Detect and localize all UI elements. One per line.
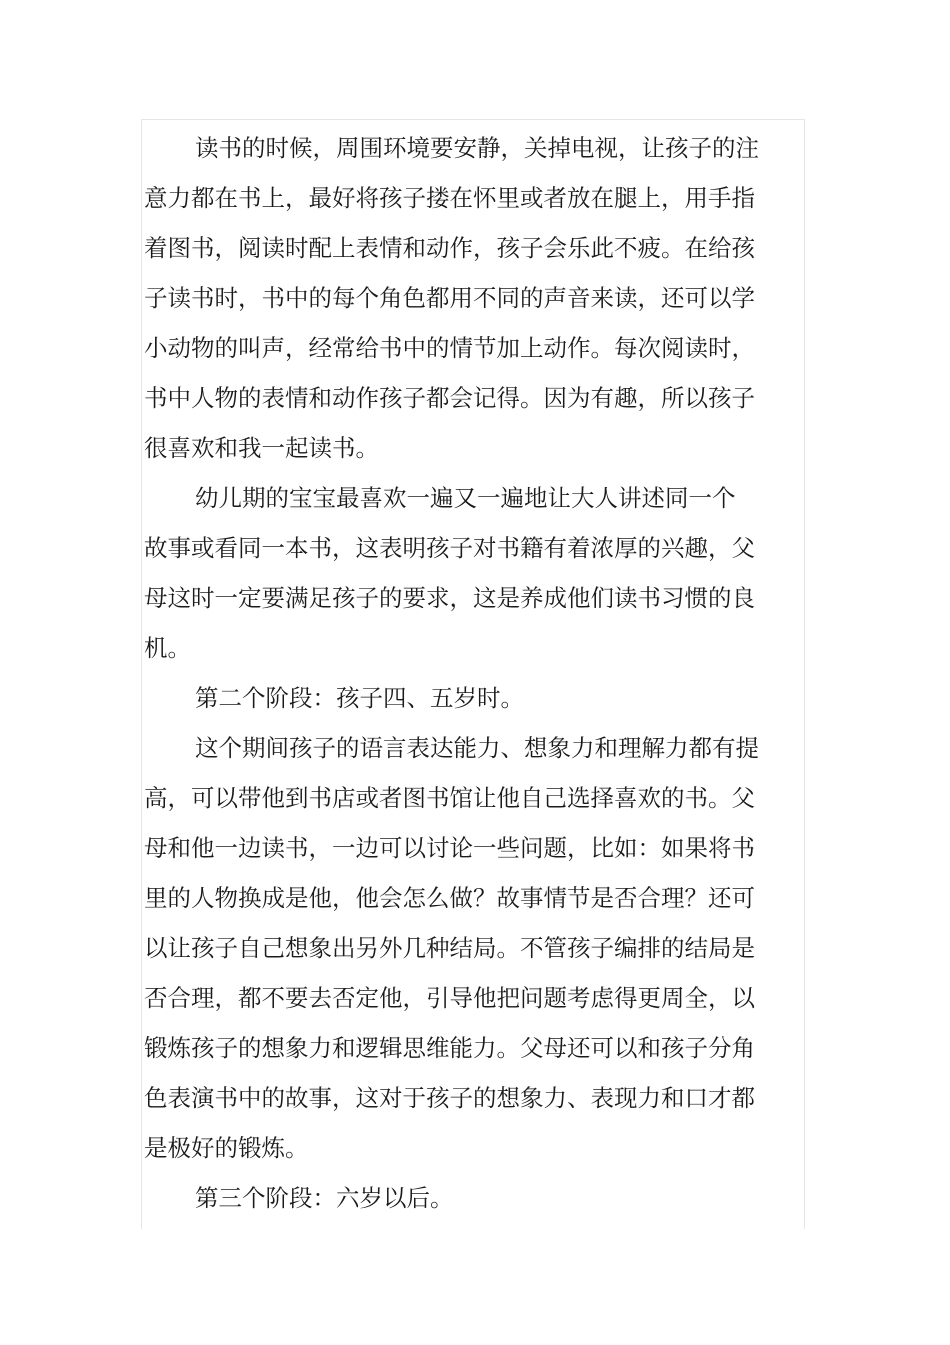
- text-line: 机。: [144, 634, 191, 662]
- text-line: 子读书时，书中的每个角色都用不同的声音来读，还可以学: [144, 284, 755, 312]
- document-body: [144, 123, 759, 1223]
- text-line: 是极好的锻炼。: [144, 1134, 309, 1162]
- text-line: 母和他一边读书，一边可以讨论一些问题，比如：如果将书: [144, 834, 755, 862]
- text-line: 读书的时候，周围环境要安静，关掉电视，让孩子的注: [195, 134, 759, 162]
- text-line: 意力都在书上，最好将孩子搂在怀里或者放在腿上，用手指: [144, 184, 755, 212]
- text-line: 小动物的叫声，经常给书中的情节加上动作。每次阅读时，: [144, 334, 755, 362]
- text-line: 书中人物的表情和动作孩子都会记得。因为有趣，所以孩子: [144, 384, 755, 412]
- text-line: 高，可以带他到书店或者图书馆让他自己选择喜欢的书。父: [144, 784, 755, 812]
- text-line: 很喜欢和我一起读书。: [144, 434, 379, 462]
- text-line: 故事或看同一本书，这表明孩子对书籍有着浓厚的兴趣，父: [144, 534, 755, 562]
- section-heading: 第三个阶段：六岁以后。: [195, 1184, 454, 1212]
- text-line: 着图书，阅读时配上表情和动作，孩子会乐此不疲。在给孩: [144, 234, 755, 262]
- section-heading: 第二个阶段：孩子四、五岁时。: [195, 684, 524, 712]
- text-line: 这个期间孩子的语言表达能力、想象力和理解力都有提: [195, 734, 759, 762]
- text-line: 以让孩子自己想象出另外几种结局。不管孩子编排的结局是: [144, 934, 755, 962]
- text-line: 幼儿期的宝宝最喜欢一遍又一遍地让大人讲述同一个: [195, 484, 736, 512]
- text-line: 否合理，都不要去否定他，引导他把问题考虑得更周全，以: [144, 984, 755, 1012]
- text-line: 母这时一定要满足孩子的要求，这是养成他们读书习惯的良: [144, 584, 755, 612]
- text-line: 锻炼孩子的想象力和逻辑思维能力。父母还可以和孩子分角: [144, 1034, 755, 1062]
- text-line: 色表演书中的故事，这对于孩子的想象力、表现力和口才都: [144, 1084, 755, 1112]
- text-line: 里的人物换成是他，他会怎么做？故事情节是否合理？还可: [144, 884, 755, 912]
